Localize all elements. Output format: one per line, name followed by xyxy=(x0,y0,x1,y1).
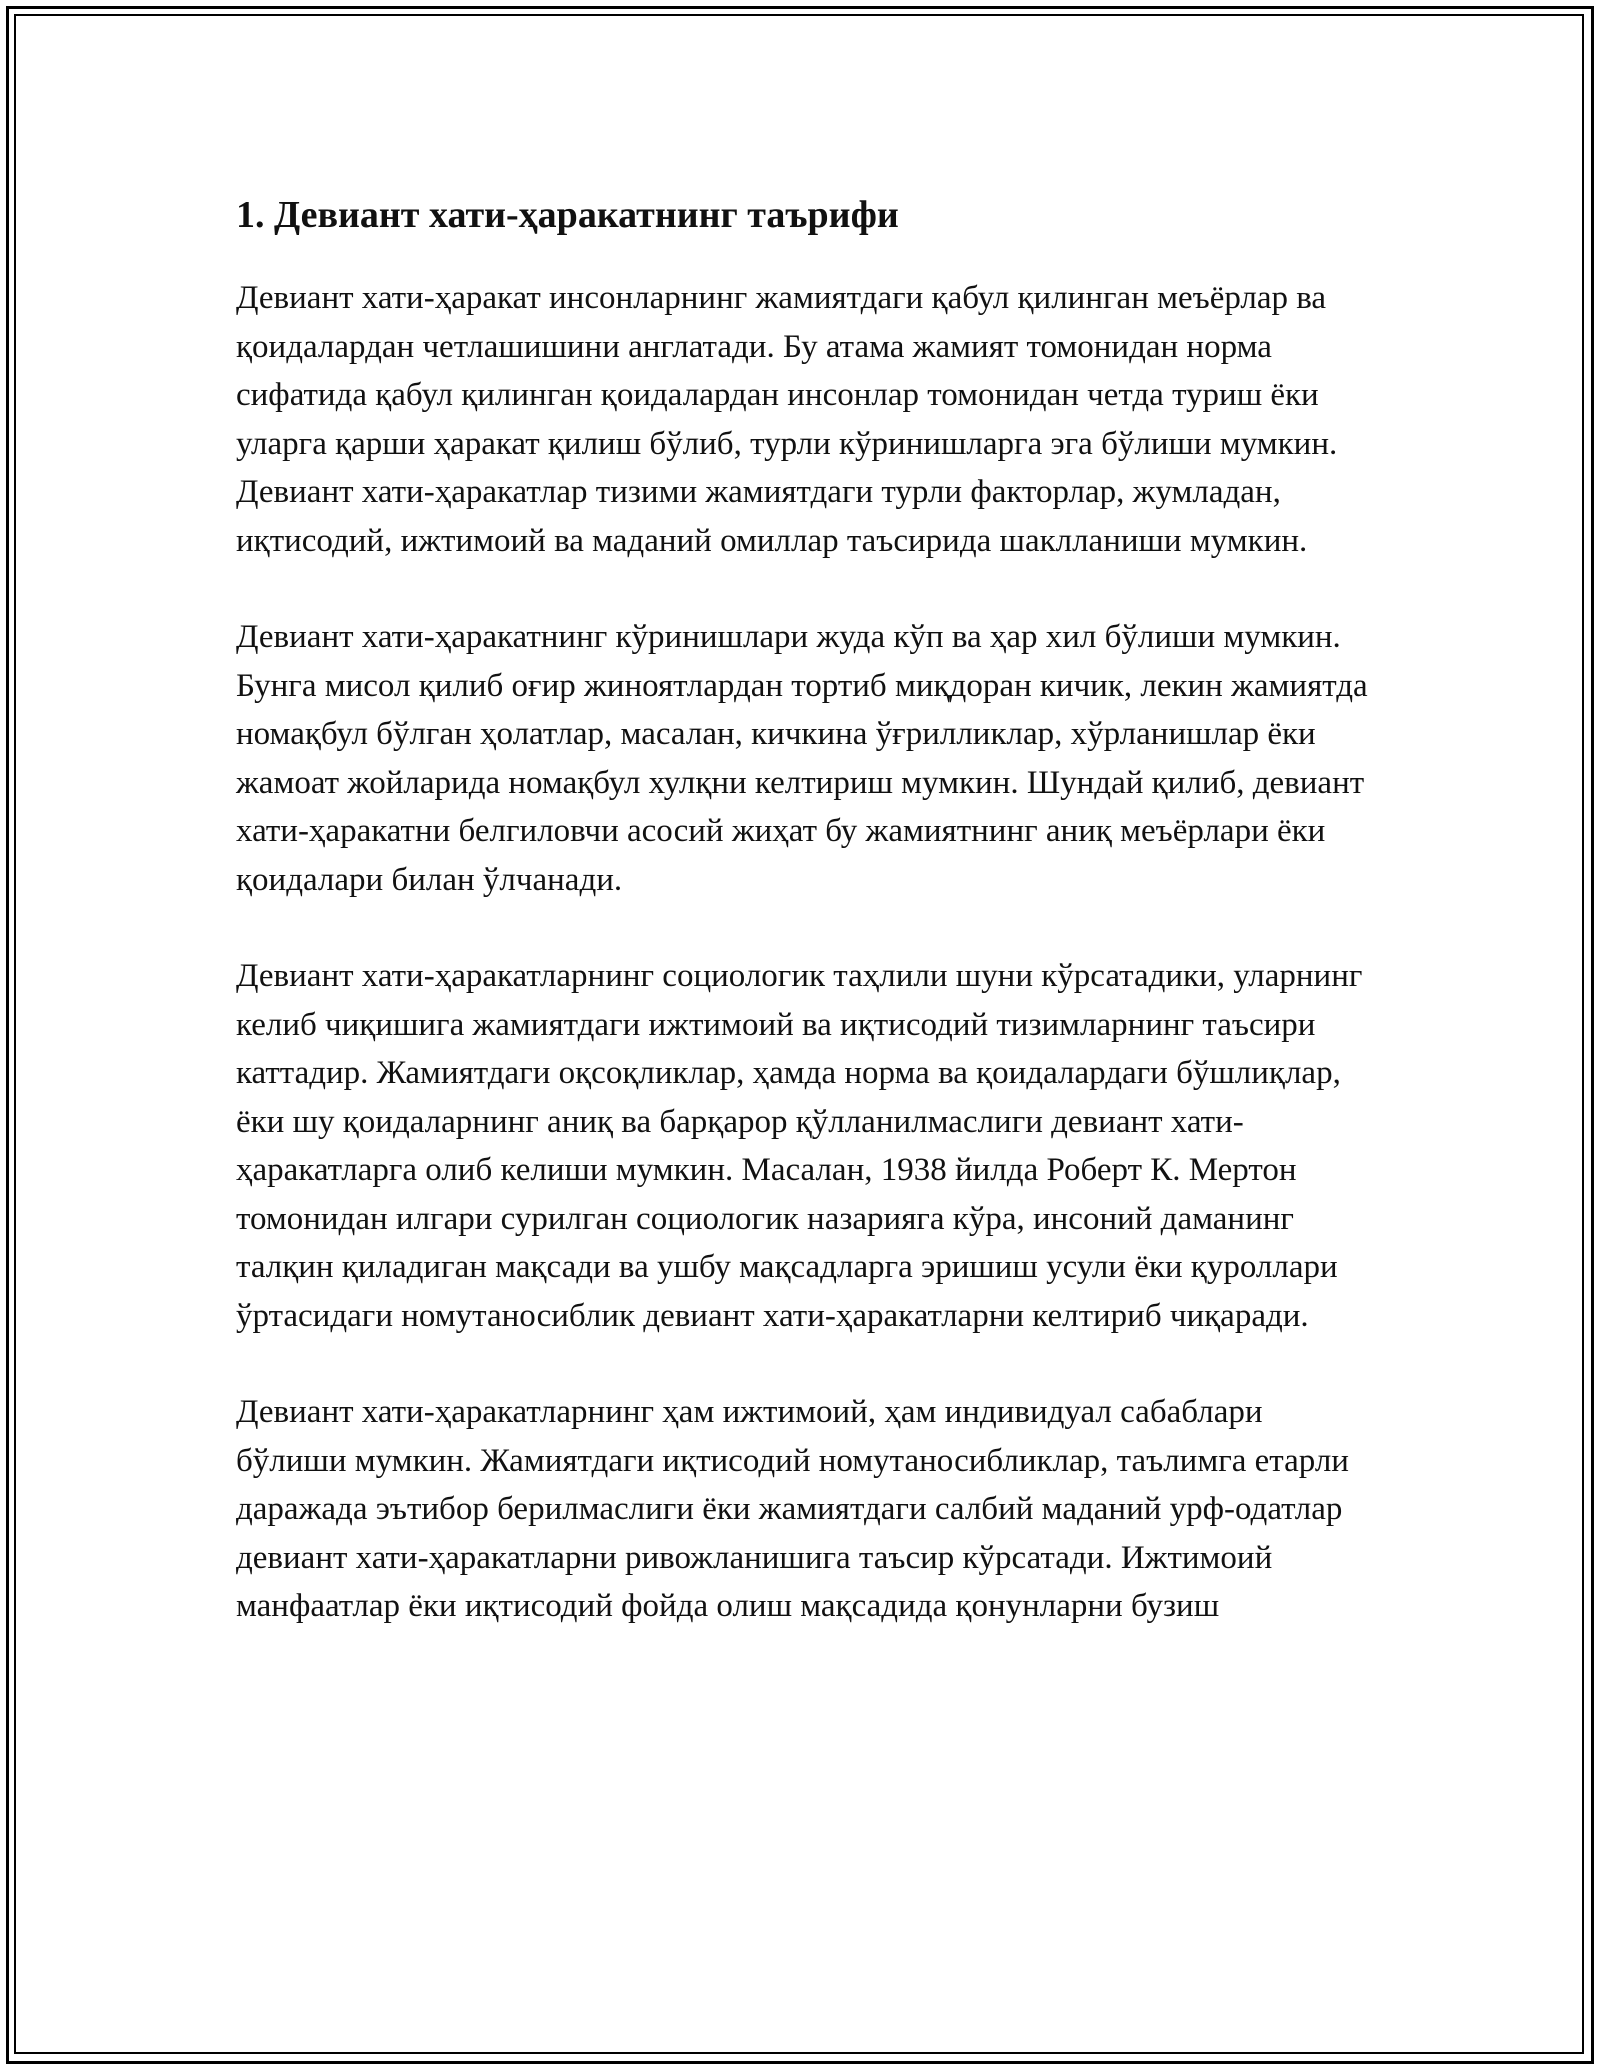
document-body xyxy=(236,186,1376,1631)
paragraph-3: Девиант хати-ҳаракатларнинг социологик таҳлили шуни кўрсатадики, уларнинг келиб чиқишига жамиятдаги ижтимоий ва иқтисодий тизимларнинг таъсири каттадир. Жамиятдаги оқсоқликлар, ҳамда норма ва қоидалардаги бўшлиқлар, ёки шу қоидаларнинг аниқ ва барқарор қўлланилмаслиги девиант хати-ҳаракатларга олиб келиши мумкин. Масалан, 1938 йилда Роберт К. Мертон томонидан илгари сурилган социологик назарияга кўра, инсоний даманинг талқин қиладиган мақсади ва ушбу мақсадларга эришиш усули ёки қуроллари ўртасидаги номутаносиблик девиант хати-ҳаракатларни келтириб чиқаради. xyxy=(236,958,1363,1334)
paragraph-2: Девиант хати-ҳаракатнинг кўринишлари жуда кўп ва ҳар хил бўлиши мумкин. Бунга мисол қилиб оғир жиноятлардан тортиб миқдоран кичик, лекин жамиятда номақбул бўлган ҳолатлар, масалан, кичкина ўғрилликлар, хўрланишлар ёки жамоат жойларида номақбул хулқни келтириш мумкин. Шундай қилиб, девиант хати-ҳаракатни белгиловчи асосий жиҳат бу жамиятнинг аниқ меъёрлари ёки қоидалари билан ўлчанади. xyxy=(236,619,1368,898)
paragraph-1: Девиант хати-ҳаракат инсонларнинг жамиятдаги қабул қилинган меъёрлар ва қоидалардан четлашишини англатади. Бу атама жамият томонидан норма сифатида қабул қилинган қоидалардан инсонлар томонидан четда туриш ёки уларга қарши ҳаракат қилиш бўлиб, турли кўринишларга эга бўлиши мумкин. Девиант хати-ҳаракатлар тизими жамиятдаги турли факторлар, жумладан, иқтисодий, ижтимоий ва маданий омиллар таъсирида шаклланиши мумкин. xyxy=(236,280,1338,559)
paragraph-4: Девиант хати-ҳаракатларнинг ҳам ижтимоий, ҳам индивидуал сабаблари бўлиши мумкин. Жамиятдаги иқтисодий номутаносибликлар, таълимга етарли даражада эътибор берилмаслиги ёки жамиятдаги салбий маданий урф-одатлар девиант хати-ҳаракатларни ривожланишига таъсир кўрсатади. Ижтимоий манфаатлар ёки иқтисодий фойда олиш мақсадида қонунларни бузиш xyxy=(236,1394,1349,1624)
section-heading: 1. Девиант хати-ҳаракатнинг таърифи xyxy=(236,194,899,236)
